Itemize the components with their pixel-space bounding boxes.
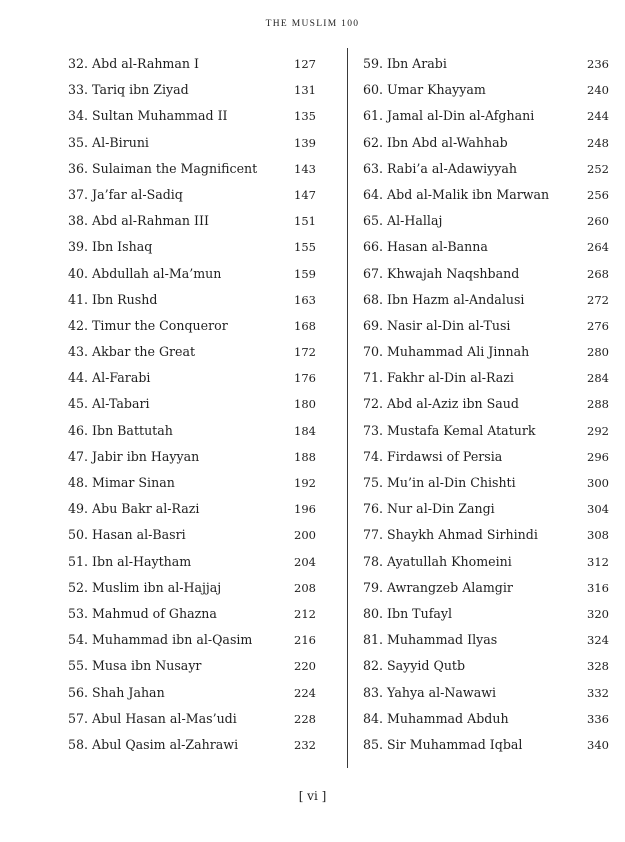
toc-entry-title: 50. Hasan al-Basri [68, 527, 186, 543]
toc-entry [363, 156, 609, 182]
toc-entry-page: 284 [587, 371, 609, 386]
toc-entry-title: 42. Timur the Conqueror [68, 317, 228, 333]
toc-entry [68, 444, 316, 470]
toc-entry-title: 63. Rabi’a al-Adawiyyah [363, 160, 518, 176]
toc-entry [363, 130, 609, 156]
toc-entry-title: 68. Ibn Hazm al-Andalusi [363, 291, 525, 307]
toc-entry-page: 276 [587, 318, 609, 333]
toc-entry-title: 48. Mimar Sinan [68, 475, 175, 490]
toc-entry [363, 51, 609, 77]
toc-entry-page: 228 [294, 711, 316, 726]
toc-entry-page: 232 [294, 737, 316, 752]
toc-entry-page: 292 [587, 423, 609, 438]
toc-entry-title: 33. Tariq ibn Ziyad [68, 82, 189, 98]
toc-entry [363, 496, 609, 522]
toc-entry-title: 47. Jabir ibn Hayyan [68, 448, 200, 464]
toc-entry-title: 38. Abd al-Rahman III [68, 213, 209, 229]
toc-entry-title: 65. Al-Hallaj [363, 213, 443, 229]
toc-entry-title: 52. Muslim ibn al-Hajjaj [68, 579, 222, 595]
toc-entry-title: 60. Umar Khayyam [363, 82, 486, 98]
toc-entry-page: 240 [587, 83, 609, 98]
toc-entry-title: 81. Muhammad Ilyas [363, 632, 498, 648]
toc-entry [363, 706, 609, 732]
toc-entry [363, 470, 609, 496]
toc-entry-page: 151 [294, 214, 316, 229]
toc-entry-title: 82. Sayyid Qutb [363, 658, 466, 674]
toc-entry-page: 155 [294, 240, 316, 255]
toc-entry-page: 336 [587, 711, 609, 726]
toc-entry [68, 470, 316, 496]
toc-entry-title: 80. Ibn Tufayl [363, 605, 453, 621]
toc-entry [363, 653, 609, 679]
toc-entry-title: 71. Fakhr al-Din al-Razi [363, 370, 514, 386]
toc-entry-page: 200 [294, 528, 316, 543]
toc-entry-page: 312 [587, 554, 609, 569]
toc-entry [68, 601, 316, 627]
toc-entry [68, 77, 316, 103]
toc-entry-page: 131 [294, 83, 316, 98]
toc-entry [68, 156, 316, 182]
toc-entry-title: 66. Hasan al-Banna [363, 239, 488, 255]
toc-entry-title: 76. Nur al-Din Zangi [363, 501, 495, 517]
toc-entry-title: 51. Ibn al-Haytham [68, 553, 192, 569]
toc-entry-title: 36. Sulaiman the Magnificent [68, 160, 258, 176]
toc-entry-page: 256 [587, 187, 609, 202]
toc-entry [68, 261, 316, 287]
toc-entry [68, 575, 316, 601]
toc-entry-page: 236 [587, 57, 609, 71]
toc-entry-title: 55. Musa ibn Nusayr [68, 658, 202, 674]
toc-entry-title: 64. Abd al-Malik ibn Marwan [363, 186, 550, 202]
toc-entry-title: 70. Muhammad Ali Jinnah [363, 344, 530, 360]
toc-entry [68, 130, 316, 156]
toc-entry-page: 300 [587, 476, 609, 490]
toc-entry-title: 49. Abu Bakr al-Razi [68, 501, 200, 517]
toc-entry-title: 72. Abd al-Aziz ibn Saud [363, 396, 519, 412]
toc-entry-title: 79. Awrangzeb Alamgir [363, 579, 513, 595]
toc-entry-page: 208 [294, 580, 316, 595]
toc-entry-page: 220 [294, 659, 316, 674]
toc-entry-title: 59. Ibn Arabi [363, 56, 447, 71]
toc-entry [68, 234, 316, 260]
toc-entry-page: 216 [294, 633, 316, 648]
toc-entry-page: 127 [294, 57, 316, 71]
toc-entry-page: 184 [294, 423, 316, 438]
toc-entry-page: 244 [587, 109, 609, 124]
toc-entry-page: 163 [294, 292, 316, 307]
toc-entry [68, 732, 316, 758]
toc-entry [68, 680, 316, 706]
toc-entry-page: 332 [587, 685, 609, 700]
toc-entry-page: 196 [294, 502, 316, 517]
toc-entry-title: 54. Muhammad ibn al-Qasim [68, 632, 253, 648]
toc-entry-title: 67. Khwajah Naqshband [363, 265, 520, 281]
toc-entry-title: 85. Sir Muhammad Iqbal [363, 736, 523, 752]
toc-entry-title: 45. Al-Tabari [68, 396, 150, 412]
toc-entry-page: 340 [587, 737, 609, 752]
toc-entry [363, 208, 609, 234]
toc-entry-title: 84. Muhammad Abduh [363, 710, 509, 726]
toc-entry-title: 58. Abul Qasim al-Zahrawi [68, 736, 239, 752]
toc-entry-title: 61. Jamal al-Din al-Afghani [363, 108, 535, 124]
toc-entry [363, 234, 609, 260]
toc-entry [363, 732, 609, 758]
toc-entry-page: 143 [294, 161, 316, 176]
toc-entry-title: 34. Sultan Muhammad II [68, 108, 228, 124]
toc-entry-page: 180 [294, 397, 316, 412]
toc-column-right [363, 51, 609, 758]
toc-entry-title: 37. Ja’far al-Sadiq [68, 186, 183, 202]
toc-entry [363, 365, 609, 391]
toc-entry-title: 44. Al-Farabi [68, 370, 151, 386]
toc-entry [363, 575, 609, 601]
toc-entry [68, 208, 316, 234]
toc-entry-title: 39. Ibn Ishaq [68, 239, 153, 255]
toc-entry-title: 43. Akbar the Great [68, 344, 196, 360]
column-divider [347, 48, 348, 768]
toc-entry-page: 324 [587, 633, 609, 648]
toc-entry-page: 252 [587, 161, 609, 176]
toc-entry [68, 391, 316, 417]
toc-entry-page: 328 [587, 659, 609, 674]
toc-entry [68, 339, 316, 365]
toc-entry [68, 627, 316, 653]
toc-entry [363, 444, 609, 470]
toc-column-left [68, 51, 316, 758]
toc-entry-page: 316 [587, 580, 609, 595]
page-number: [ vi ] [298, 789, 327, 803]
toc-entry [68, 182, 316, 208]
toc-entry [363, 601, 609, 627]
toc-entry-page: 308 [587, 528, 609, 543]
toc-entry-title: 62. Ibn Abd al-Wahhab [363, 134, 508, 150]
toc-entry [363, 339, 609, 365]
toc-entry [363, 103, 609, 129]
toc-entry-page: 176 [294, 371, 316, 386]
toc-entry-page: 304 [587, 502, 609, 517]
toc-entry [363, 261, 609, 287]
toc-entry [68, 287, 316, 313]
toc-entry-title: 46. Ibn Battutah [68, 422, 173, 438]
toc-entry-title: 77. Shaykh Ahmad Sirhindi [363, 527, 538, 543]
toc-entry-title: 40. Abdullah al-Ma’mun [68, 265, 222, 281]
toc-entry-title: 75. Mu’in al-Din Chishti [363, 475, 516, 490]
toc-entry [363, 77, 609, 103]
toc-entry [68, 706, 316, 732]
toc-entry-title: 69. Nasir al-Din al-Tusi [363, 317, 511, 333]
toc-entry-title: 32. Abd al-Rahman I [68, 56, 199, 71]
toc-entry [363, 522, 609, 548]
toc-entry-page: 212 [294, 606, 316, 621]
toc-entry [68, 418, 316, 444]
toc-entry [68, 365, 316, 391]
toc-entry-page: 188 [294, 449, 316, 464]
toc-entry-page: 172 [294, 345, 316, 360]
toc-entry [363, 182, 609, 208]
toc-entry [68, 549, 316, 575]
toc-entry-title: 35. Al-Biruni [68, 134, 149, 150]
toc-entry-title: 41. Ibn Rushd [68, 291, 158, 307]
toc-entry [363, 680, 609, 706]
toc-entry-title: 83. Yahya al-Nawawi [363, 684, 497, 700]
toc-entry [68, 103, 316, 129]
toc-entry-page: 280 [587, 345, 609, 360]
toc-entry [68, 51, 316, 77]
toc-entry [68, 313, 316, 339]
toc-entry-title: 56. Shah Jahan [68, 684, 165, 700]
toc-entry-page: 192 [294, 476, 316, 490]
toc-entry-page: 135 [294, 109, 316, 124]
toc-entry-page: 268 [587, 266, 609, 281]
toc-entry-page: 159 [294, 266, 316, 281]
toc-entry-page: 224 [294, 685, 316, 700]
toc-entry [363, 391, 609, 417]
toc-entry-page: 139 [294, 135, 316, 150]
toc-entry-page: 248 [587, 135, 609, 150]
toc-entry-page: 272 [587, 292, 609, 307]
running-header: THE MUSLIM 100 [265, 19, 360, 29]
toc-entry [363, 627, 609, 653]
toc-entry-title: 53. Mahmud of Ghazna [68, 605, 217, 621]
toc-entry-title: 74. Firdawsi of Persia [363, 448, 503, 464]
toc-entry [363, 287, 609, 313]
toc-entry-page: 168 [294, 318, 316, 333]
toc-entry-page: 288 [587, 397, 609, 412]
toc-entry [68, 522, 316, 548]
toc-entry [363, 549, 609, 575]
toc-entry-page: 204 [294, 554, 316, 569]
toc-entry [68, 653, 316, 679]
toc-entry-page: 147 [294, 187, 316, 202]
toc-entry-title: 78. Ayatullah Khomeini [363, 553, 512, 569]
toc-entry [363, 313, 609, 339]
toc-entry-title: 57. Abul Hasan al-Mas’udi [68, 710, 237, 726]
toc-entry-page: 320 [587, 606, 609, 621]
toc-entry [363, 418, 609, 444]
toc-entry-page: 296 [587, 449, 609, 464]
toc-entry-page: 264 [587, 240, 609, 255]
toc-entry-page: 260 [587, 214, 609, 229]
toc-entry-title: 73. Mustafa Kemal Ataturk [363, 422, 536, 438]
toc-entry [68, 496, 316, 522]
